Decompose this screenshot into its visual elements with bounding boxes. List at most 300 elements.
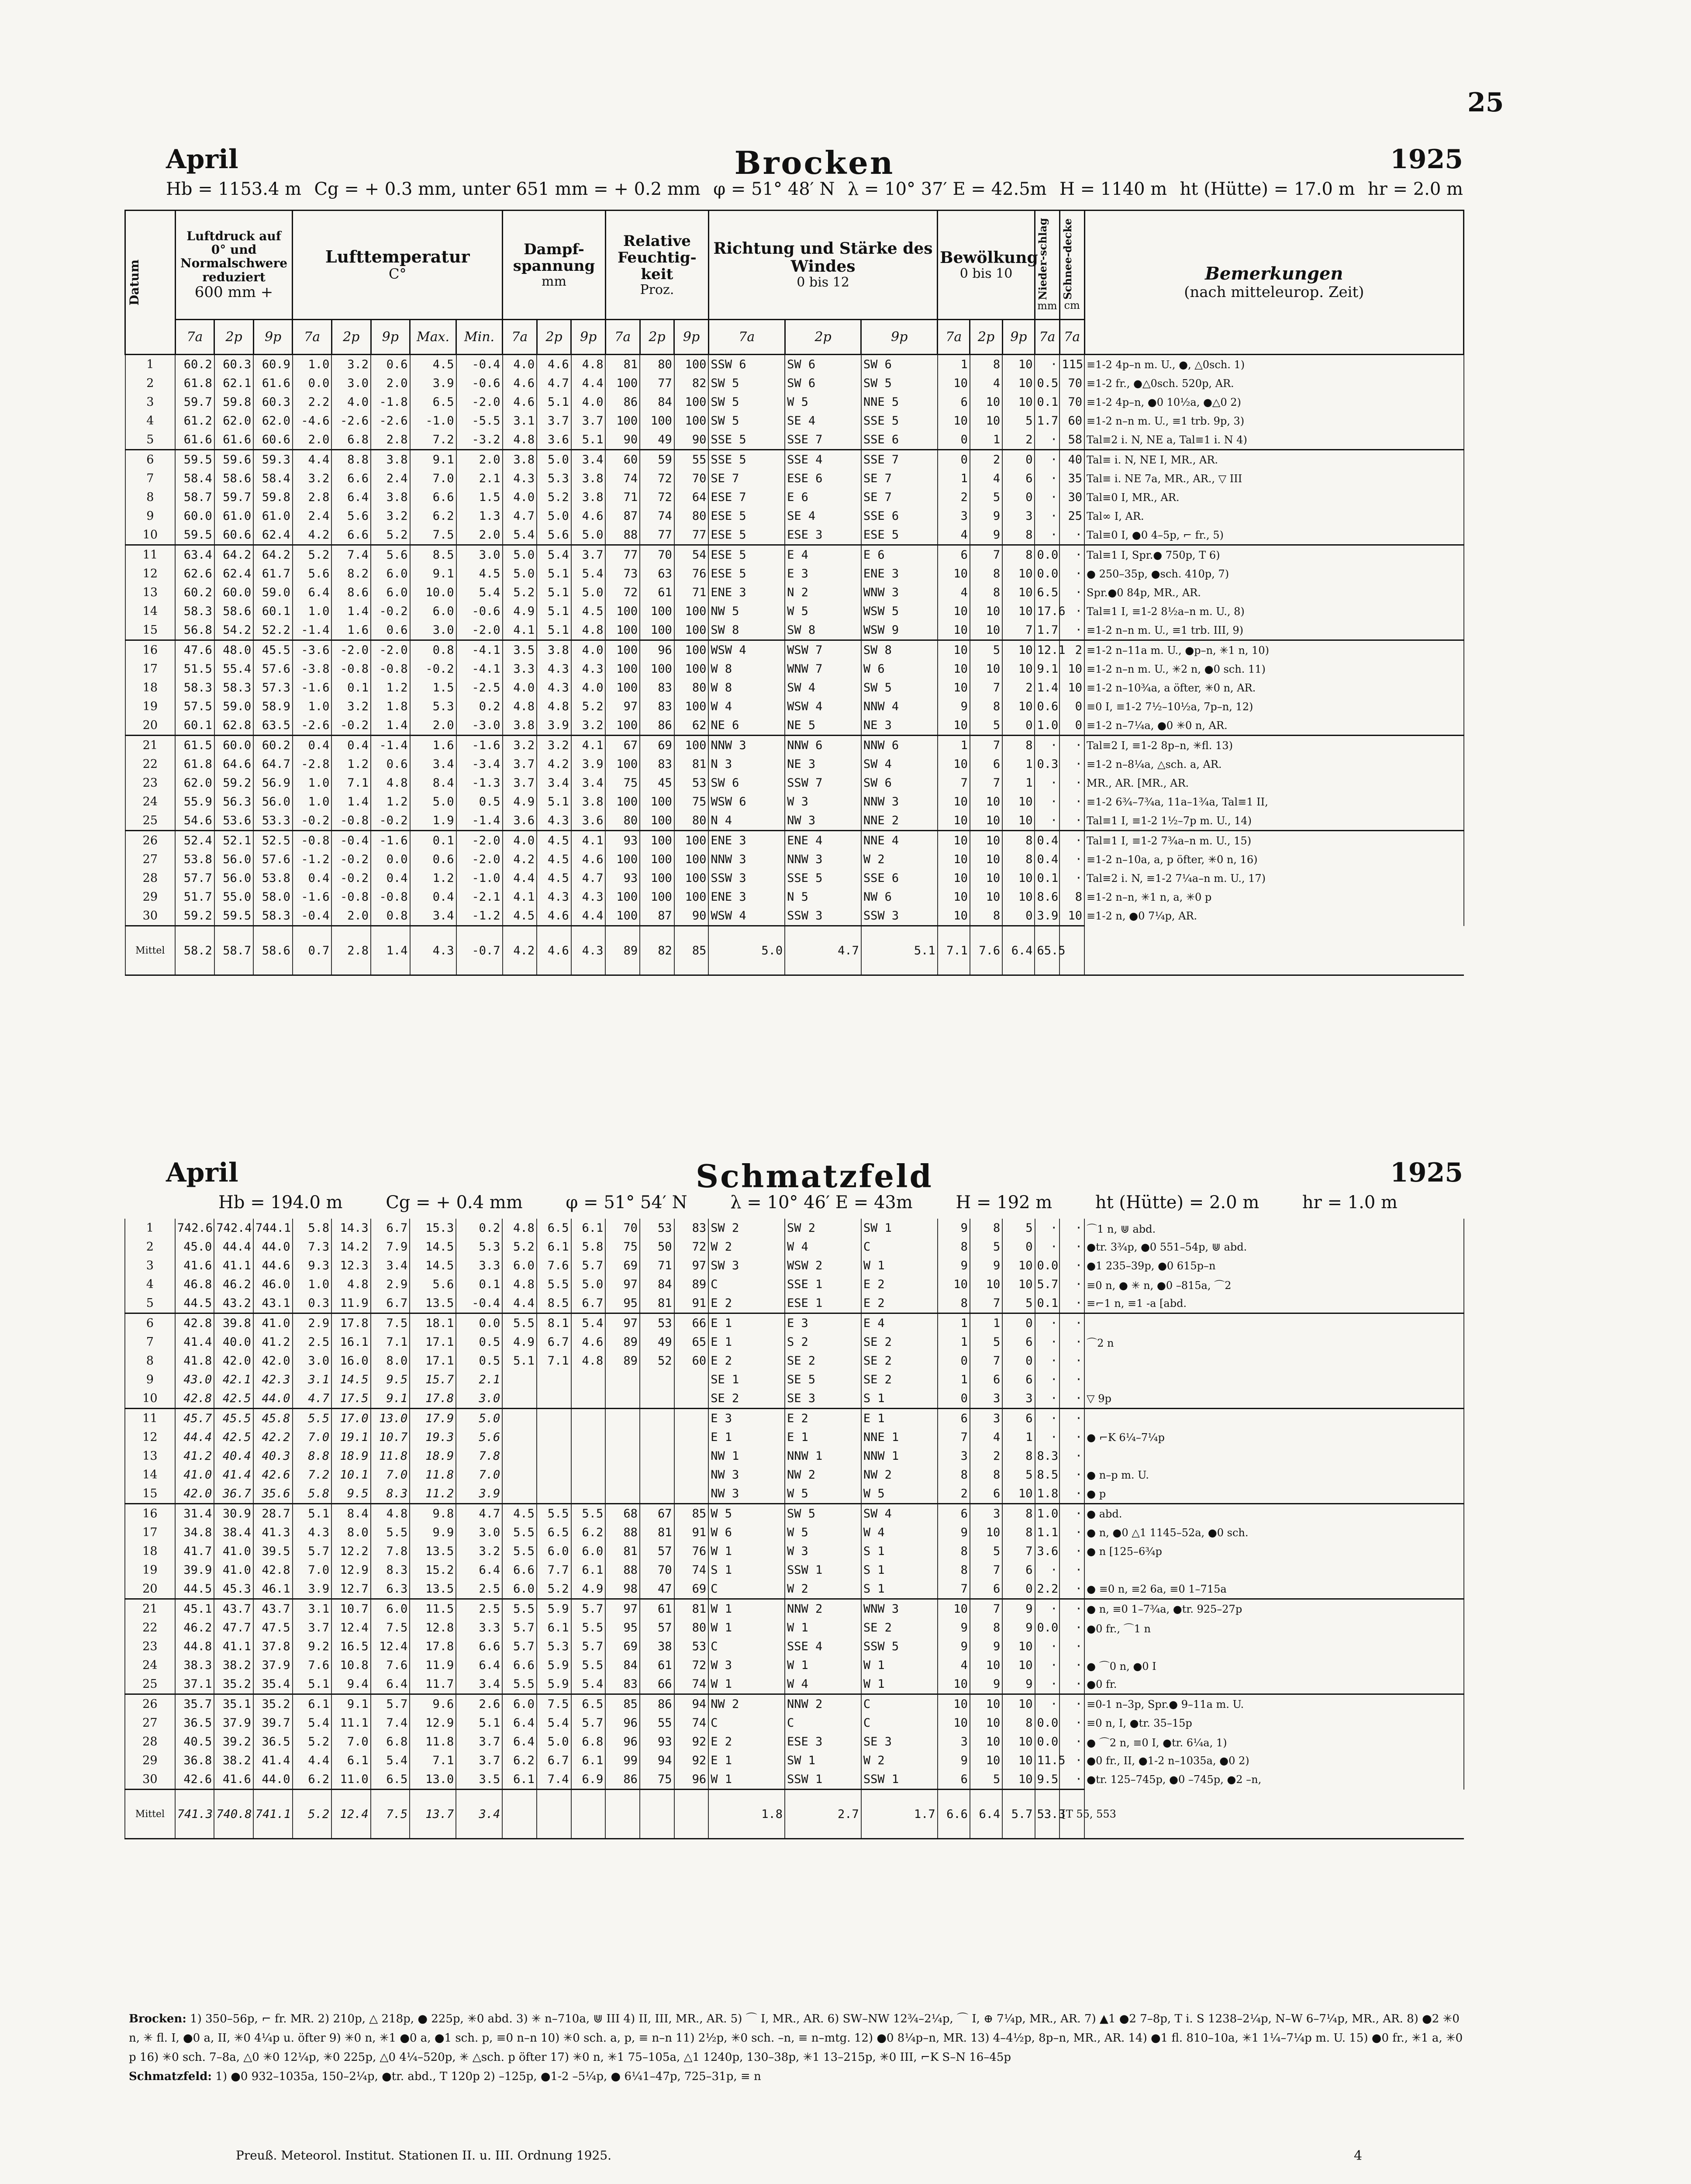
value-cell: 70 bbox=[640, 1561, 674, 1579]
value-cell: SW 8 bbox=[785, 621, 861, 640]
value-cell: 0.2 bbox=[456, 1219, 502, 1237]
value-cell: 81 bbox=[674, 1599, 709, 1619]
value-cell: 3.8 bbox=[537, 640, 571, 660]
value-cell: 43.7 bbox=[214, 1599, 253, 1619]
day-cell: 8 bbox=[125, 1351, 175, 1370]
value-cell: 37.9 bbox=[253, 1656, 293, 1675]
value-cell: NNW 1 bbox=[861, 1447, 938, 1465]
value-cell: 6.6 bbox=[456, 1637, 502, 1656]
value-cell: 3.9 bbox=[410, 374, 456, 393]
value-cell: 10 bbox=[970, 831, 1002, 850]
remark-cell: ⌒1 n, ⋓ abd. bbox=[1084, 1219, 1464, 1237]
subheader-21: 7a bbox=[1059, 320, 1084, 355]
day-cell: 12 bbox=[125, 1428, 175, 1447]
day-cell: 13 bbox=[125, 1447, 175, 1465]
value-cell: 91 bbox=[674, 1523, 709, 1542]
value-cell: NNE 5 bbox=[861, 393, 938, 411]
value-cell: · bbox=[1059, 1770, 1084, 1790]
value-cell: 4.7 bbox=[537, 374, 571, 393]
value-cell: · bbox=[1035, 1656, 1060, 1675]
value-cell: 39.8 bbox=[214, 1313, 253, 1333]
value-cell: 5.6 bbox=[537, 525, 571, 545]
value-cell: 100 bbox=[674, 411, 709, 430]
remark-cell: Tal≡2 I, ≡1-2 8p–n, ✳fl. 13) bbox=[1084, 736, 1463, 755]
value-cell: 4 bbox=[970, 374, 1002, 393]
value-cell: NW 3 bbox=[785, 811, 861, 831]
value-cell: 4.5 bbox=[410, 355, 456, 374]
value-cell: 41.6 bbox=[214, 1770, 253, 1790]
value-cell: NNW 6 bbox=[861, 736, 938, 755]
value-cell: 6 bbox=[938, 393, 970, 411]
remark-cell: ●0 fr., ⌒1 n bbox=[1084, 1618, 1464, 1637]
value-cell: 89 bbox=[674, 1275, 709, 1294]
value-cell: 68 bbox=[605, 1504, 640, 1524]
table-row bbox=[125, 1542, 1464, 1561]
value-cell: 5.4 bbox=[293, 1714, 332, 1732]
value-cell: 10 bbox=[938, 716, 970, 736]
value-cell: E 2 bbox=[861, 1294, 938, 1313]
value-cell: 1 bbox=[938, 736, 970, 755]
subheader-6: Max. bbox=[410, 320, 456, 355]
value-cell bbox=[605, 1484, 640, 1504]
value-cell: 10 bbox=[1002, 602, 1035, 621]
table-row bbox=[125, 488, 1464, 507]
value-cell: 115 bbox=[1059, 355, 1084, 374]
table-row bbox=[125, 583, 1464, 602]
value-cell: 67 bbox=[640, 1504, 674, 1524]
value-cell: 2.4 bbox=[293, 507, 332, 525]
value-cell: 6.7 bbox=[537, 1751, 571, 1770]
value-cell: 36.5 bbox=[175, 1714, 214, 1732]
remark-cell: ≡1-2 n–n m. U., ≡1 trb. 9p, 3) bbox=[1084, 411, 1463, 430]
value-cell: 59.2 bbox=[175, 906, 214, 926]
value-cell: W 1 bbox=[861, 1256, 938, 1275]
subheader-9: 2p bbox=[537, 320, 571, 355]
value-cell: 100 bbox=[605, 660, 640, 678]
value-cell: · bbox=[1035, 1409, 1060, 1428]
value-cell: 0.1 bbox=[331, 678, 371, 697]
value-cell: 61.0 bbox=[214, 507, 254, 525]
value-cell: 60 bbox=[674, 1351, 709, 1370]
value-cell: 9.4 bbox=[331, 1675, 371, 1694]
value-cell: 5.0 bbox=[537, 450, 571, 470]
table-row bbox=[125, 1370, 1464, 1389]
value-cell: SW 6 bbox=[861, 355, 938, 374]
day-cell: 4 bbox=[125, 1275, 175, 1294]
value-cell: 97 bbox=[674, 1256, 709, 1275]
value-cell bbox=[502, 1370, 537, 1389]
table-row bbox=[125, 1313, 1464, 1333]
value-cell: -2.1 bbox=[456, 888, 503, 906]
value-cell: 3.4 bbox=[410, 906, 456, 926]
value-cell: ESE 3 bbox=[785, 525, 861, 545]
value-cell: 10 bbox=[1002, 583, 1035, 602]
value-cell: 61.5 bbox=[175, 736, 214, 755]
value-cell: 10 bbox=[970, 811, 1002, 831]
value-cell: NNW 1 bbox=[785, 1447, 861, 1465]
value-cell: 5.4 bbox=[503, 525, 537, 545]
mean-value: 1.7 bbox=[861, 1790, 938, 1839]
value-cell: S 2 bbox=[785, 1333, 861, 1351]
subheader-17: 7a bbox=[938, 320, 970, 355]
remark-cell: Tal≡ i. NE 7a, MR., AR., ▽ III bbox=[1084, 469, 1463, 488]
table-row bbox=[125, 393, 1464, 411]
value-cell: 4.0 bbox=[571, 393, 606, 411]
remark-cell: ●0 fr. bbox=[1084, 1675, 1464, 1694]
value-cell: 6.2 bbox=[502, 1751, 537, 1770]
value-cell: 8 bbox=[938, 1237, 970, 1256]
day-cell: 22 bbox=[125, 1618, 175, 1637]
value-cell: 10 bbox=[938, 1714, 970, 1732]
value-cell: 4.9 bbox=[503, 602, 537, 621]
value-cell: 3.7 bbox=[571, 411, 606, 430]
value-cell: 10 bbox=[970, 1732, 1002, 1751]
value-cell: 1.2 bbox=[410, 869, 456, 888]
subheader-18: 2p bbox=[970, 320, 1002, 355]
value-cell: 0.4 bbox=[293, 869, 332, 888]
mean-value bbox=[571, 1790, 606, 1839]
value-cell: 10 bbox=[938, 1694, 970, 1714]
value-cell: 41.0 bbox=[175, 1465, 214, 1484]
value-cell: 7.6 bbox=[293, 1656, 332, 1675]
value-cell: 57.5 bbox=[175, 697, 214, 716]
value-cell: 60.3 bbox=[253, 393, 293, 411]
value-cell: 14.5 bbox=[410, 1237, 456, 1256]
value-cell: 40.4 bbox=[214, 1447, 253, 1465]
value-cell: 3.5 bbox=[503, 640, 537, 660]
value-cell: 38 bbox=[640, 1637, 674, 1656]
schmatzfeld-notes-label: Schmatzfeld: bbox=[129, 2070, 212, 2083]
value-cell: E 2 bbox=[861, 1275, 938, 1294]
value-cell: 30 bbox=[1059, 488, 1084, 507]
value-cell: SE 7 bbox=[708, 469, 785, 488]
value-cell: C bbox=[708, 1275, 785, 1294]
value-cell: 3.8 bbox=[571, 792, 606, 811]
value-cell: 7 bbox=[970, 1599, 1002, 1619]
value-cell: 10 bbox=[938, 640, 970, 660]
value-cell: 5.9 bbox=[537, 1656, 571, 1675]
value-cell: NNW 2 bbox=[785, 1694, 861, 1714]
value-cell: W 5 bbox=[861, 1484, 938, 1504]
value-cell: 5.9 bbox=[537, 1599, 571, 1619]
value-cell: 9.9 bbox=[410, 1523, 456, 1542]
remark-cell: ● ≡0 n, ≡2 6a, ≡0 1–715a bbox=[1084, 1579, 1464, 1599]
value-cell: -0.2 bbox=[371, 602, 410, 621]
value-cell: · bbox=[1059, 1294, 1084, 1313]
schmatzfeld-month: April bbox=[166, 1158, 238, 1188]
value-cell: SE 2 bbox=[861, 1618, 938, 1637]
value-cell: 54.2 bbox=[214, 621, 254, 640]
table-row bbox=[125, 1275, 1464, 1294]
page-number: 25 bbox=[1467, 87, 1504, 118]
value-cell: -0.8 bbox=[293, 831, 332, 850]
value-cell: 59.8 bbox=[253, 488, 293, 507]
value-cell: ENE 3 bbox=[708, 831, 785, 850]
value-cell: 8 bbox=[1002, 850, 1035, 869]
table-row bbox=[125, 1523, 1464, 1542]
remark-cell: ≡1-2 n–8¼a, △sch. a, AR. bbox=[1084, 755, 1463, 774]
value-cell: S 1 bbox=[861, 1579, 938, 1599]
value-cell bbox=[640, 1465, 674, 1484]
value-cell: 7.4 bbox=[537, 1770, 571, 1790]
value-cell: 9.1 bbox=[410, 450, 456, 470]
value-cell: 9 bbox=[1002, 1675, 1035, 1694]
remark-cell: ● n, ≡0 1–7¾a, ●tr. 925–27p bbox=[1084, 1599, 1464, 1619]
value-cell: 6 bbox=[1002, 1561, 1035, 1579]
value-cell: E 2 bbox=[708, 1351, 785, 1370]
value-cell: W 1 bbox=[785, 1618, 861, 1637]
value-cell: 86 bbox=[640, 1694, 674, 1714]
value-cell: -2.0 bbox=[456, 831, 503, 850]
value-cell: 53.8 bbox=[253, 869, 293, 888]
value-cell: 1 bbox=[938, 355, 970, 374]
value-cell: 4.8 bbox=[537, 697, 571, 716]
day-cell: 6 bbox=[125, 1313, 175, 1333]
value-cell: 6 bbox=[970, 1484, 1002, 1504]
value-cell: -4.1 bbox=[456, 660, 503, 678]
value-cell: 61 bbox=[640, 583, 674, 602]
value-cell: 10 bbox=[970, 1523, 1002, 1542]
value-cell: -0.2 bbox=[293, 811, 332, 831]
value-cell: 42.8 bbox=[175, 1389, 214, 1409]
value-cell: 10 bbox=[970, 869, 1002, 888]
value-cell: 17.6 bbox=[1035, 602, 1059, 621]
value-cell: 17.8 bbox=[331, 1313, 371, 1333]
value-cell: 70 bbox=[640, 545, 674, 565]
constant-4: H = 1140 m bbox=[1059, 179, 1167, 199]
value-cell: 64.7 bbox=[253, 755, 293, 774]
value-cell: · bbox=[1035, 355, 1059, 374]
value-cell: 31.4 bbox=[175, 1504, 214, 1524]
value-cell: 5.5 bbox=[502, 1542, 537, 1561]
value-cell: 3 bbox=[1002, 507, 1035, 525]
value-cell: 12.9 bbox=[331, 1561, 371, 1579]
table-row bbox=[125, 1618, 1464, 1637]
value-cell: 42.8 bbox=[175, 1313, 214, 1333]
value-cell: 3.7 bbox=[456, 1751, 502, 1770]
value-cell: 1.4 bbox=[371, 716, 410, 736]
value-cell: 4.8 bbox=[503, 697, 537, 716]
value-cell: 56.8 bbox=[175, 621, 214, 640]
value-cell: 55.0 bbox=[214, 888, 254, 906]
value-cell: 100 bbox=[674, 831, 709, 850]
day-cell: 13 bbox=[125, 583, 176, 602]
value-cell: W 6 bbox=[861, 660, 938, 678]
value-cell: 42.8 bbox=[253, 1561, 293, 1579]
value-cell: 2.5 bbox=[456, 1599, 502, 1619]
mean-value bbox=[537, 1790, 571, 1839]
table-row bbox=[125, 1637, 1464, 1656]
value-cell: 11.9 bbox=[410, 1656, 456, 1675]
value-cell: 85 bbox=[674, 1504, 709, 1524]
value-cell: 10 bbox=[970, 792, 1002, 811]
day-cell: 8 bbox=[125, 488, 176, 507]
value-cell: NNE 4 bbox=[861, 831, 938, 850]
value-cell: -2.6 bbox=[293, 716, 332, 736]
value-cell: 3.3 bbox=[456, 1256, 502, 1275]
value-cell: 6.1 bbox=[331, 1751, 371, 1770]
value-cell: · bbox=[1059, 1561, 1084, 1579]
value-cell: 11.7 bbox=[410, 1675, 456, 1694]
day-cell: 14 bbox=[125, 1465, 175, 1484]
constant-0: Hb = 1153.4 m bbox=[166, 179, 302, 199]
value-cell: 5.1 bbox=[537, 583, 571, 602]
value-cell: SSW 3 bbox=[785, 906, 861, 926]
value-cell: 8.6 bbox=[331, 583, 371, 602]
value-cell: 0 bbox=[1002, 1351, 1035, 1370]
value-cell: 61.7 bbox=[253, 564, 293, 583]
value-cell: 5.5 bbox=[502, 1599, 537, 1619]
value-cell: 0.4 bbox=[1035, 850, 1059, 869]
table-row bbox=[125, 1656, 1464, 1675]
value-cell: · bbox=[1035, 450, 1059, 470]
value-cell: 8.3 bbox=[371, 1484, 410, 1504]
value-cell: 8 bbox=[970, 697, 1002, 716]
mean-value: 740.8 bbox=[214, 1790, 253, 1839]
value-cell: 4.0 bbox=[503, 488, 537, 507]
remark-cell bbox=[1084, 1447, 1464, 1465]
day-cell: 20 bbox=[125, 716, 176, 736]
value-cell: 72 bbox=[640, 488, 674, 507]
remark-cell: Tal≡1 I, Spr.● 750p, T 6) bbox=[1084, 545, 1463, 565]
value-cell: 35.6 bbox=[253, 1484, 293, 1504]
value-cell: -2.0 bbox=[331, 640, 371, 660]
value-cell: SSW 7 bbox=[785, 774, 861, 792]
value-cell: 5 bbox=[970, 716, 1002, 736]
value-cell: 4.8 bbox=[502, 1219, 537, 1237]
table-row bbox=[125, 374, 1464, 393]
value-cell: -0.2 bbox=[331, 716, 371, 736]
value-cell: 1.2 bbox=[331, 755, 371, 774]
value-cell: W 3 bbox=[785, 1542, 861, 1561]
value-cell: 7.8 bbox=[456, 1447, 502, 1465]
value-cell: 7 bbox=[970, 774, 1002, 792]
value-cell: 6 bbox=[938, 1770, 970, 1790]
value-cell: 10 bbox=[970, 888, 1002, 906]
value-cell: 60.1 bbox=[175, 716, 214, 736]
value-cell: 36.5 bbox=[253, 1732, 293, 1751]
value-cell: 81 bbox=[640, 1294, 674, 1313]
subheader-13: 9p bbox=[674, 320, 709, 355]
value-cell bbox=[640, 1370, 674, 1389]
value-cell: 3.0 bbox=[456, 1523, 502, 1542]
value-cell bbox=[674, 1465, 709, 1484]
value-cell: 4 bbox=[970, 469, 1002, 488]
value-cell: 2.9 bbox=[293, 1313, 332, 1333]
value-cell: W 1 bbox=[708, 1599, 785, 1619]
value-cell: 5.1 bbox=[293, 1675, 332, 1694]
brocken-notes-label: Brocken: bbox=[129, 2012, 186, 2025]
value-cell: 47.6 bbox=[175, 640, 214, 660]
value-cell: 52.2 bbox=[253, 621, 293, 640]
value-cell: 5.5 bbox=[537, 1275, 571, 1294]
value-cell: · bbox=[1059, 1751, 1084, 1770]
value-cell: 37.1 bbox=[175, 1675, 214, 1694]
value-cell: 6.0 bbox=[371, 1599, 410, 1619]
value-cell: 4.1 bbox=[571, 831, 606, 850]
value-cell: 56.0 bbox=[214, 869, 254, 888]
value-cell: WSW 9 bbox=[861, 621, 938, 640]
value-cell: 1.0 bbox=[1035, 1504, 1060, 1524]
value-cell: 38.3 bbox=[175, 1656, 214, 1675]
remark-cell: ● ⌒0 n, ●0 I bbox=[1084, 1656, 1464, 1675]
value-cell: W 1 bbox=[708, 1618, 785, 1637]
value-cell: 10.1 bbox=[331, 1465, 371, 1484]
value-cell: N 5 bbox=[785, 888, 861, 906]
value-cell: 7.5 bbox=[371, 1618, 410, 1637]
value-cell: 9.1 bbox=[1035, 660, 1059, 678]
value-cell: 62.6 bbox=[175, 564, 214, 583]
value-cell: -0.4 bbox=[456, 1294, 502, 1313]
day-cell: 18 bbox=[125, 678, 176, 697]
value-cell: 2 bbox=[970, 1447, 1002, 1465]
subheader-14: 7a bbox=[708, 320, 785, 355]
value-cell: WNW 3 bbox=[861, 1599, 938, 1619]
value-cell: -0.2 bbox=[371, 811, 410, 831]
value-cell: · bbox=[1059, 1275, 1084, 1294]
value-cell bbox=[537, 1409, 571, 1428]
value-cell: 7.2 bbox=[410, 430, 456, 450]
value-cell: 6.5 bbox=[1035, 583, 1059, 602]
remark-cell: ≡0 n, I, ●tr. 35–15p bbox=[1084, 1714, 1464, 1732]
day-cell: 27 bbox=[125, 850, 176, 869]
day-cell: 24 bbox=[125, 1656, 175, 1675]
value-cell: -5.5 bbox=[456, 411, 503, 430]
value-cell: 7.5 bbox=[410, 525, 456, 545]
value-cell: · bbox=[1035, 1561, 1060, 1579]
value-cell bbox=[502, 1484, 537, 1504]
value-cell: 0.0 bbox=[456, 1313, 502, 1333]
value-cell: 9.2 bbox=[293, 1637, 332, 1656]
value-cell: 6.1 bbox=[537, 1618, 571, 1637]
value-cell: 9 bbox=[938, 1256, 970, 1275]
value-cell: 6 bbox=[970, 1370, 1002, 1389]
value-cell: 7.1 bbox=[537, 1351, 571, 1370]
value-cell: SSE 1 bbox=[785, 1275, 861, 1294]
value-cell: 5.1 bbox=[537, 602, 571, 621]
value-cell: 100 bbox=[640, 869, 674, 888]
value-cell: -0.2 bbox=[410, 660, 456, 678]
value-cell bbox=[537, 1370, 571, 1389]
value-cell: 48.0 bbox=[214, 640, 254, 660]
value-cell: 42.5 bbox=[214, 1428, 253, 1447]
value-cell: 80 bbox=[605, 811, 640, 831]
value-cell: SSW 1 bbox=[785, 1770, 861, 1790]
value-cell: S 1 bbox=[861, 1561, 938, 1579]
value-cell: 56.0 bbox=[214, 850, 254, 869]
value-cell: 100 bbox=[605, 621, 640, 640]
value-cell: 14.5 bbox=[331, 1370, 371, 1389]
value-cell: -0.2 bbox=[331, 850, 371, 869]
table-row bbox=[125, 1675, 1464, 1694]
value-cell bbox=[605, 1370, 640, 1389]
value-cell: 100 bbox=[674, 602, 709, 621]
remark-cell: ● abd. bbox=[1084, 1504, 1464, 1524]
day-cell: 7 bbox=[125, 469, 176, 488]
value-cell: SE 2 bbox=[861, 1351, 938, 1370]
value-cell: NNW 3 bbox=[708, 850, 785, 869]
value-cell: 100 bbox=[674, 640, 709, 660]
value-cell: 16.5 bbox=[331, 1637, 371, 1656]
value-cell: 44.4 bbox=[214, 1237, 253, 1256]
value-cell: · bbox=[1059, 525, 1084, 545]
value-cell: 43.2 bbox=[214, 1294, 253, 1313]
value-cell: 96 bbox=[640, 640, 674, 660]
value-cell: · bbox=[1059, 1370, 1084, 1389]
value-cell: SE 3 bbox=[861, 1732, 938, 1751]
value-cell: 6.7 bbox=[571, 1294, 606, 1313]
value-cell: 8 bbox=[1002, 1523, 1035, 1542]
